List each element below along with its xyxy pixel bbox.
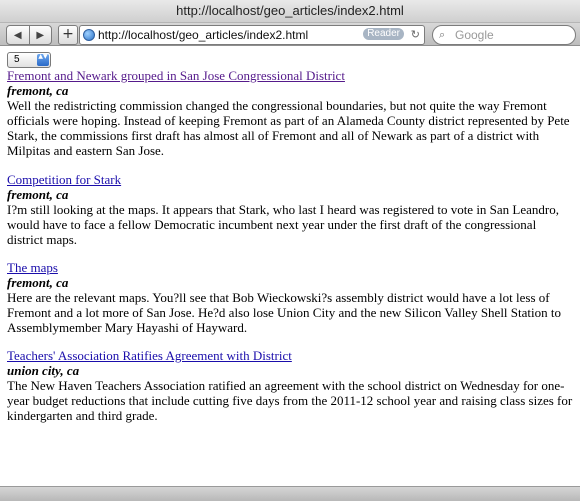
article-title-link[interactable]: The maps xyxy=(7,260,58,275)
article-count-select[interactable] xyxy=(7,52,51,68)
forward-button[interactable] xyxy=(29,26,52,44)
globe-icon xyxy=(83,29,95,41)
article-body: Well the redistricting commission changed the congressional boundaries, but not quite the way Fremont officials were hoping. Instead of keeping Fremont as part of an Alameda County district represented by Pete Stark, the commissions first draft has almost all of Fremont and all of Newark as part of a district with Milpitas and eastern San Jose. xyxy=(7,98,570,158)
article-title-link[interactable]: Teachers' Association Ratifies Agreement with District xyxy=(7,348,292,363)
article-item xyxy=(7,260,575,335)
reader-button[interactable]: Reader xyxy=(363,28,404,40)
back-arrow-icon: ◀ xyxy=(13,29,22,41)
article-item xyxy=(7,172,575,247)
back-button[interactable] xyxy=(7,26,29,44)
reload-icon[interactable]: ↻ xyxy=(410,28,420,41)
select-arrows-icon: ▲▼ xyxy=(37,54,49,66)
forward-arrow-icon: ▶ xyxy=(36,29,45,41)
search-placeholder[interactable]: Google xyxy=(455,28,494,42)
article-item xyxy=(7,348,575,423)
address-bar[interactable] xyxy=(79,25,425,45)
add-bookmark-button[interactable] xyxy=(58,25,78,45)
article-body: The New Haven Teachers Association ratified an agreement with the school district on Wednesday for one-year budget reductions that include cutting five days from the 2011-12 school year and raising class sizes for kindergarten and third grade. xyxy=(7,378,573,423)
window-title: http://localhost/geo_articles/index2.html xyxy=(0,0,580,23)
article-location: fremont, ca xyxy=(7,83,69,98)
status-bar xyxy=(0,486,580,501)
nav-buttons xyxy=(6,25,52,45)
page-content xyxy=(0,46,580,486)
article-location: union city, ca xyxy=(7,363,80,378)
search-icon: ⌕ xyxy=(439,28,446,41)
article-item xyxy=(7,68,575,158)
article-body: Here are the relevant maps. You?ll see that Bob Wieckowski?s assembly district would have a lot less of Fremont and a lot more of San Jose. He?d also lose Union City and the new Silicon Valley Shell Station to Assemblymember Mary Hayashi of Hayward. xyxy=(7,290,561,335)
article-count-value: 5 xyxy=(14,54,20,65)
browser-toolbar xyxy=(0,23,580,46)
article-body: I?m still looking at the maps. It appears that Stark, who last I heard was registered to vote in San Leandro, would have to face a fellow Democratic incumbent next year under the first draft of the congressional district maps. xyxy=(7,202,559,247)
search-field[interactable] xyxy=(432,25,576,45)
article-location: fremont, ca xyxy=(7,275,69,290)
plus-icon: + xyxy=(62,26,74,42)
article-location: fremont, ca xyxy=(7,187,69,202)
url-text[interactable]: http://localhost/geo_articles/index2.html xyxy=(98,28,309,42)
article-title-link[interactable]: Fremont and Newark grouped in San Jose Congressional District xyxy=(7,68,345,83)
article-title-link[interactable]: Competition for Stark xyxy=(7,172,122,187)
